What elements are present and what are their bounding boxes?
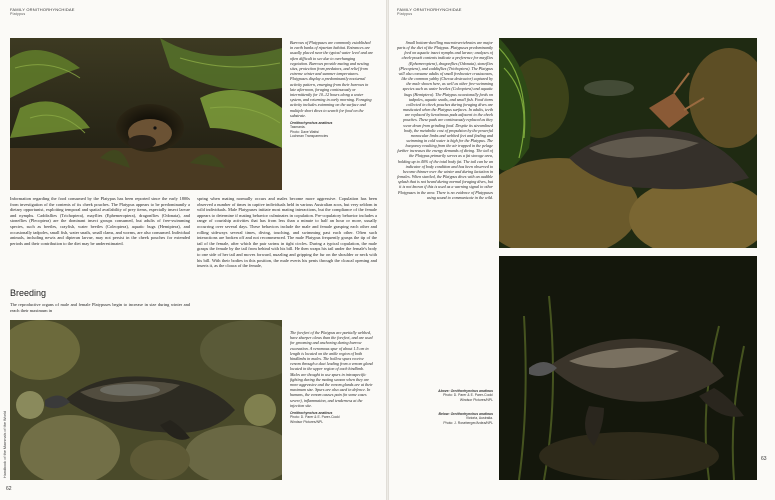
body-column-1: Information regarding the food consumed by the Platypus has been reported since the early 1800s from investigation of the contents of its cheek pouches. The Platypus appears to be predominantly a dietary opportunist, exploiting temporal and spatial availability of prey items, especially insect larvae and nymphs. Caddisflies (Trichoptera), mayflies (Ephemeroptera), dragonflies (Odonata), and stoneflies (Plecoptera) are the dominant insect groups consumed, but adults of free-swimming species, such as beetles, crayfish, water beetles (Coleoptera), aquatic bugs (Hemiptera), and occasionally tadpoles, small fish, water snails, small clams, and worms, are also consumed. Individual animals, including newts and dipteran larvae, may not persist in the cheek pouches for extended periods and their contribution to the diet may be underestimated. [10,196,190,246]
right-folio: 63 [761,456,767,462]
credit-below-photo: Photo: J. Roseberger/Ardea/NPL [443,420,493,425]
credit-below-label: Below: Ornithorhynchus anatinus [438,412,493,416]
right-running-head [397,7,462,17]
left-running-head [10,7,75,17]
forefeet-caption-photo: Photo: D. Parer & E. Parer-Cook/ [290,415,340,420]
burrow-photo [10,38,282,190]
credit-above-photo: Photo: D. Parer & E. Parer-Cook/ [443,393,493,398]
left-running-head-title: FAMILY ORNITHORHYNCHIDAE [10,7,75,12]
body-column-2: spring when mating normally occurs and males become more aggressive. Copulation has been observed a number of times in captive individuals held in various Australian zoos, but very seldom in wild individuals. Male Platypuses initiate most mating interactions, but the compliance of the female appears to determine if mating behavior culminates in copulation. Pre-copulatory behavior includes a range of courtship activities that has from less than a minute to half an hour or more, usually occurring over several days. These behaviors include the male and female grasping each other and rolling sideways several times, diving, touching, and swimming past each other. Often such interactions are broken off and not recommenced. The male Platypus frequently grasps the tip of the tail of the female, after which the pair swims in tight circles. During a typical copulation, the male grasps the female by the tail from behind with his bill. He then wraps his tail under the female's body to one side of her tail and moves forward, nuzzling and gripping the fur on the shoulder or neck with his bill. With their bodies in this position, the male everts his penis through the cloacal opening and inserts it, as the cloaca of the female, [197,196,377,269]
streambed-photo [10,320,282,480]
diet-caption: Small bottom-dwelling macroinvertebrates are major parts of the diet of the Platypus. Platypuses predominantly feed on aquatic insect nymphs and larvae; analyses of cheek-pouch contents indicate a preference for mayflies (Ephemeroptera), dragonflies (Odonata), stoneflies (Plecoptera), and caddisflies (Trichoptera). The Platypus will also consume adults of small freshwater crustaceans, like the common yabby (Cherax destructor) captured by the male shown here, as well as other free-swimming species such as water beetles (Coleoptera) and aquatic bugs (Hemiptera). The Platypus occasionally feeds on tadpoles, aquatic snails, and small fish. Food items collected in cheek pouches during foraging dives are masticated when the Platypus surfaces. In adults, teeth are replaced by keratinous pads adjacent to the cheek pouches. These pads are continuously replaced as they wear down from grinding food. Despite its streamlined body, the metabolic cost of propulsion by the powerful monocular limbs and webbed feet and finding and swimming in cold water is high for the Platypus. The buoyancy resulting from the air trapped in the pelage further increases the energy demands of diving. The tail of the Platypus primarily serves as a fat storage area, holding up to 40% of the total body fat. The tail can be an indicator of body condition and has been observed to become thinner over the winter and during lactation in females. When startled, the Platypus dives with an audible splash that is not heard during normal foraging dives, but it is not known if this is used as a warning signal to other Platypuses in the area. There is no evidence of Platypuses using sound to communicate in the wild. [397,40,493,200]
burrow-caption-agency: Lochman Transparencies [290,133,329,138]
yabby-photo [499,38,757,248]
right-page [389,0,775,500]
credit-above-label: Above: Ornithorhynchus anatinus [438,389,493,393]
credit-above-agency: Windsor Pictures/NPL [459,397,493,402]
right-running-head-sub: Platypus [397,12,413,16]
burrow-caption-text: Burrows of Platypuses are commonly established in earth banks of riparian habitat. Entrances are usually placed near the typical water level and are often difficult to see due to overhanging vegetation. Burrows provide mating and nesting sites, protection from predators, and relief from extreme winter and summer temperatures. Platypuses display a predominantly nocturnal activity pattern, emerging from their burrows in late afternoon, foraging continuously or intermittently for 10–12 hours along a water system, and returning in early morning. Foraging activity includes swimming on the surface and multiple short dives to search for food on the substrate. [290,40,374,118]
body-column-1b: The reproductive organs of male and female Platypuses begin to increase in size during winter and reach their maximum in [10,302,190,313]
forefeet-caption-text: The forefeet of the Platypus are partially webbed, have sharper claws than the forefeet, and are used for grooming and anchoring during burrow excavation. A venomous spur of about 1.5 cm in length is located on the ankle region of both hindlimbs in males. The hollow spurs receive venom through a duct leading from a venom gland located in the upper region of each hindlimb. Males are thought to use spurs in intraspecific fighting during the mating season when they are more aggressive and the venom glands are at their maximum size. Spurs are also used in defence. In humans, the venom causes pain (in some cases severe), inflammation, and tenderness at the injection site. [290,330,373,408]
left-page [0,0,386,500]
burrow-caption-credit [290,121,374,138]
burrow-caption-location: Tasmania. [290,125,306,130]
left-side-title: Handbook of the Mammals of the World [3,411,7,478]
left-folio: 62 [6,486,12,492]
credit-above [397,389,493,402]
burrow-caption [290,40,374,138]
credit-below [397,412,493,425]
credit-below-location: Victoria, Australia. [465,416,493,421]
forefeet-caption-species: Ornithorhynchus anatinus [290,411,333,416]
section-heading-breeding: Breeding [10,288,47,298]
burrow-caption-species: Ornithorhynchus anatinus [290,121,333,126]
forefeet-caption-agency: Windsor Pictures/NPL [290,419,324,424]
swimming-photo [499,256,757,480]
forefeet-caption-credit [290,411,374,424]
left-running-head-sub: Platypus [10,12,26,16]
forefeet-caption [290,330,374,424]
burrow-caption-photo: Photo: Dave Watts/ [290,129,320,134]
right-running-head-title: FAMILY ORNITHORHYNCHIDAE [397,7,462,12]
